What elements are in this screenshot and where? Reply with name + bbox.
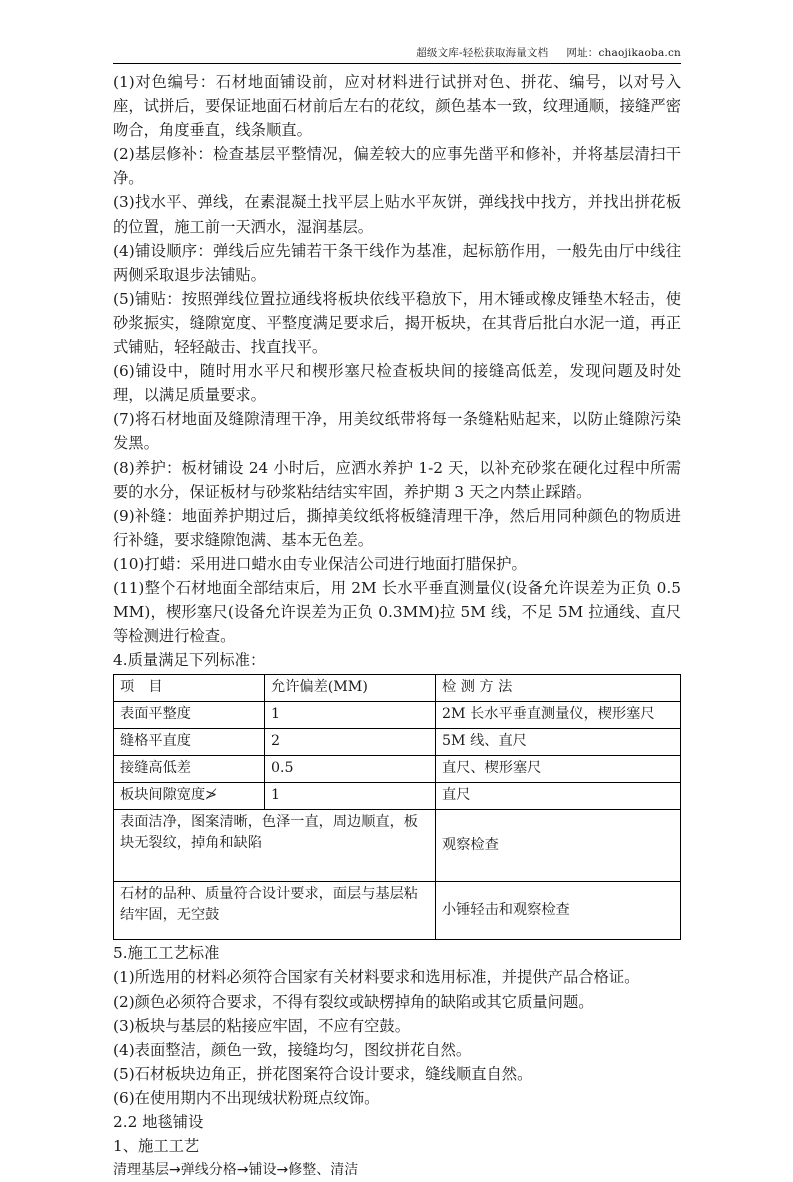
column-header-item: 项 目 bbox=[114, 675, 265, 702]
cell-method: 小锤轻击和观察检查 bbox=[436, 882, 681, 940]
cell-item: 接缝高低差 bbox=[114, 756, 265, 783]
paragraph: (3)板块与基层的粘接应牢固，不应有空鼓。 bbox=[113, 1016, 411, 1035]
paragraph: (10)打蜡：采用进口蜡水由专业保洁公司进行地面打腊保护。 bbox=[113, 554, 527, 573]
cell-description: 石材的品种、质量符合设计要求，面层与基层粘结牢固，无空鼓 bbox=[114, 882, 436, 940]
running-header bbox=[113, 46, 681, 63]
paragraph: (11)整个石材地面全部结束后，用 2M 长水平垂直测量仪(设备允许误差为正负 0.5MM)，楔形塞尺(设备允许误差为正负 0.3MM)拉 5M 线，不足 5M 拉通线、直尺等检测进行检查。 bbox=[113, 578, 681, 646]
cell-item: 表面平整度 bbox=[114, 702, 265, 729]
paragraph: (1)所选用的材料必须符合国家有关材料要求和选用标准，并提供产品合格证。 bbox=[113, 968, 640, 987]
paragraph: (4)表面整洁，颜色一致，接缝均匀，图纹拼花自然。 bbox=[113, 1040, 472, 1059]
table-row bbox=[114, 702, 681, 729]
process-flow: 清理基层→弹线分格→铺设→修整、清洁 bbox=[113, 1162, 359, 1179]
cell-method: 5M 线、直尺 bbox=[436, 729, 681, 756]
header-site-label: 网址： bbox=[566, 47, 599, 59]
table-row bbox=[114, 783, 681, 810]
cell-tolerance: 1 bbox=[265, 702, 436, 729]
paragraph: (2)颜色必须符合要求，不得有裂纹或缺楞掉角的缺陷或其它质量问题。 bbox=[113, 992, 594, 1011]
cell-description: 表面洁净，图案清晰，色泽一直，周边顺直，板块无裂纹，掉角和缺陷 bbox=[114, 810, 436, 882]
table-header-row bbox=[114, 675, 681, 702]
body-before-table bbox=[113, 70, 681, 672]
cell-method: 2M 长水平垂直测量仪，楔形塞尺 bbox=[436, 702, 681, 729]
header-site-url: chaojikaoba.cn bbox=[598, 47, 681, 59]
paragraph: (3)找水平、弹线，在素混凝土找平层上贴水平灰饼，弹线找中找方，并找出拼花板的位置，施工前一天洒水，湿润基层。 bbox=[113, 193, 681, 236]
body-after-table bbox=[113, 941, 681, 1182]
paragraph: (4)铺设顺序：弹线后应先铺若干条干线作为基准，起标筋作用，一般先由厅中线往两侧采取退步法铺贴。 bbox=[113, 241, 681, 284]
header-brand: 超级文库-轻松获取海量文档 bbox=[416, 47, 549, 59]
column-header-tolerance: 允许偏差(MM) bbox=[265, 675, 436, 702]
paragraph: (2)基层修补：检查基层平整情况，偏差较大的应事先凿平和修补，并将基层清扫干净。 bbox=[113, 145, 681, 188]
cell-tolerance: 1 bbox=[265, 783, 436, 810]
paragraph: (5)铺贴：按照弹线位置拉通线将板块依线平稳放下，用木锤或橡皮锤垫木轻击，使砂浆振实，缝隙宽度、平整度满足要求后，揭开板块，在其背后批白水泥一道，再正式铺贴，轻轻敲击、找直找平。 bbox=[113, 289, 681, 357]
cell-item: 缝格平直度 bbox=[114, 729, 265, 756]
paragraph: (6)铺设中，随时用水平尺和楔形塞尺检查板块间的接缝高低差，发现问题及时处理，以满足质量要求。 bbox=[113, 362, 681, 405]
table-row bbox=[114, 729, 681, 756]
cell-method: 直尺 bbox=[436, 783, 681, 810]
cell-method: 观察检查 bbox=[436, 810, 681, 882]
cell-tolerance: 2 bbox=[265, 729, 436, 756]
paragraph: (9)补缝：地面养护期过后，撕掉美纹纸将板缝清理干净，然后用同种颜色的物质进行补缝，要求缝隙饱满、基本无色差。 bbox=[113, 506, 681, 549]
paragraph: (7)将石材地面及缝隙清理干净，用美纹纸带将每一条缝粘贴起来，以防止缝隙污染发黑。 bbox=[113, 410, 681, 453]
paragraph: (1)对色编号：石材地面铺设前，应对材料进行试拼对色、拼花、编号，以对号入座，试拼后，要保证地面石材前后左右的花纹，颜色基本一致，纹理通顺，接缝严密吻合，角度垂直，线条顺直。 bbox=[113, 73, 681, 140]
cell-method: 直尺、楔形塞尺 bbox=[436, 756, 681, 783]
table-row bbox=[114, 756, 681, 783]
section-heading: 5.施工工艺标准 bbox=[113, 944, 220, 963]
table-row-merged bbox=[114, 810, 681, 882]
paragraph: (5)石材板块边角正，拼花图案符合设计要求，缝线顺直自然。 bbox=[113, 1064, 533, 1083]
column-header-method: 检 测 方 法 bbox=[436, 675, 681, 702]
paragraph: (6)在使用期内不出现绒状粉斑点纹饰。 bbox=[113, 1088, 380, 1107]
cell-item: 板块间隙宽度≯ bbox=[114, 783, 265, 810]
page-content bbox=[113, 46, 681, 1182]
section-heading: 1、施工工艺 bbox=[113, 1137, 200, 1156]
cell-tolerance: 0.5 bbox=[265, 756, 436, 783]
section-heading: 4.质量满足下列标准： bbox=[113, 651, 266, 670]
quality-standard-table bbox=[113, 674, 681, 940]
section-heading: 2.2 地毯铺设 bbox=[113, 1113, 204, 1131]
table-row-merged bbox=[114, 882, 681, 940]
header-divider bbox=[113, 63, 681, 64]
paragraph: (8)养护：板材铺设 24 小时后，应洒水养护 1-2 天，以补充砂浆在硬化过程中所需要的水分，保证板材与砂浆粘结结实牢固，养护期 3 天之内禁止踩踏。 bbox=[113, 458, 681, 501]
